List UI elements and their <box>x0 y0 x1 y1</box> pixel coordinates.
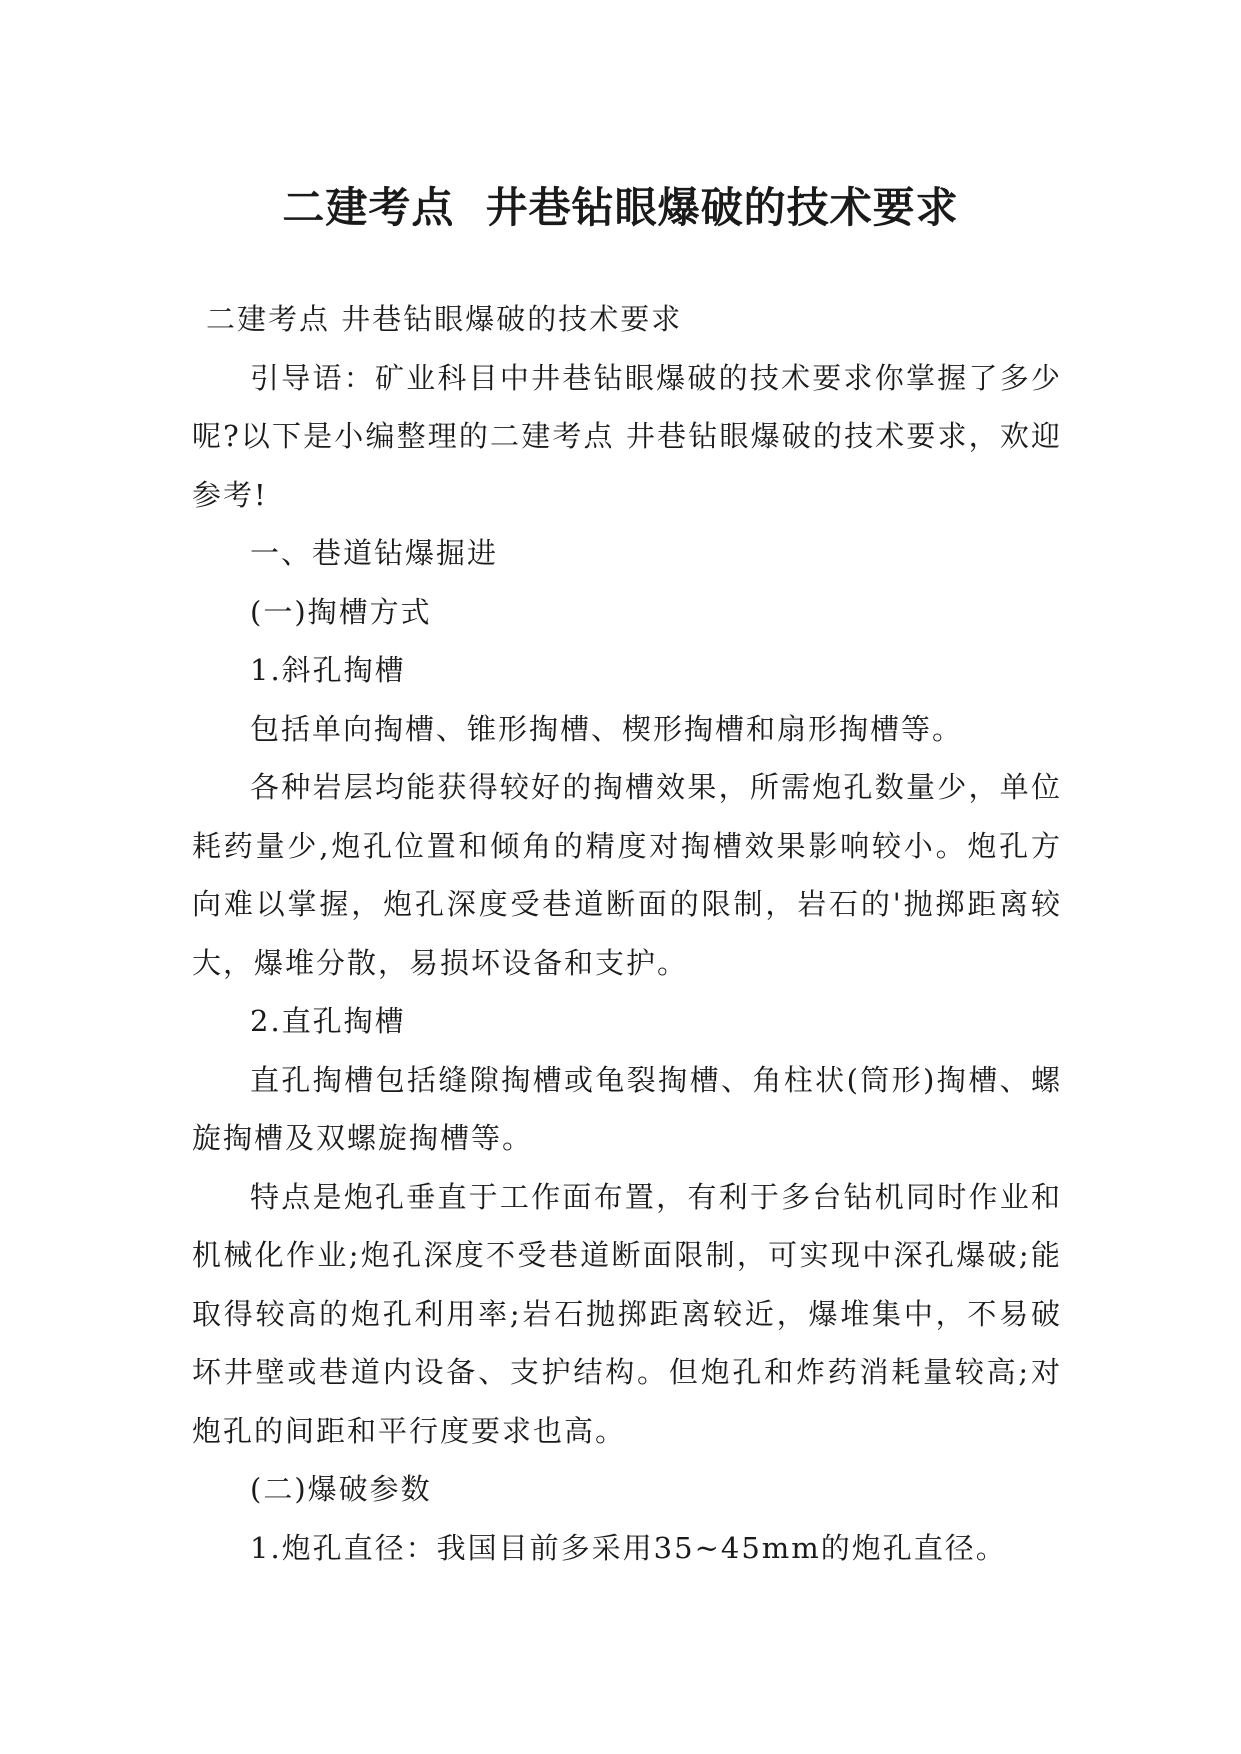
body-paragraph: 特点是炮孔垂直于工作面布置，有利于多台钻机同时作业和机械化作业;炮孔深度不受巷道断面限制，可实现中深孔爆破;能取得较高的炮孔利用率;岩石抛掷距离较近，爆堆集中，不易破坏井壁或巷道内设备、支护结构。但炮孔和炸药消耗量较高;对炮孔的间距和平行度要求也高。 <box>192 1179 1062 1448</box>
document-title: 二建考点 井巷钻眼爆破的技术要求 <box>282 183 959 233</box>
body-paragraph: 各种岩层均能获得较好的掏槽效果，所需炮孔数量少，单位耗药量少,炮孔位置和倾角的精度对掏槽效果影响较小。炮孔方向难以掌握，炮孔深度受巷道断面的限制，岩石的'抛掷距离较大，爆堆分散，易损坏设备和支护。 <box>192 770 1062 980</box>
item-heading: 1.斜孔掏槽 <box>250 653 406 687</box>
body-paragraph: 包括单向掏槽、锥形掏槽、楔形掏槽和扇形掏槽等。 <box>250 711 964 746</box>
document-body <box>192 290 1062 1577</box>
intro-paragraph: 引导语：矿业科目中井巷钻眼爆破的技术要求你掌握了多少呢?以下是小编整理的二建考点 井巷钻眼爆破的技术要求，欢迎参考! <box>192 360 1062 512</box>
document-subtitle: 二建考点 井巷钻眼爆破的技术要求 <box>206 302 683 336</box>
subsection-heading: (一)掏槽方式 <box>250 594 432 629</box>
body-paragraph: 1.炮孔直径：我国目前多采用35~45mm的炮孔直径。 <box>250 1530 1007 1565</box>
item-heading: 2.直孔掏槽 <box>250 1004 406 1038</box>
section-heading: 一、巷道钻爆掘进 <box>250 536 499 570</box>
body-paragraph: 直孔掏槽包括缝隙掏槽或龟裂掏槽、角柱状(筒形)掏槽、螺旋掏槽及双螺旋掏槽等。 <box>192 1062 1062 1155</box>
subsection-heading: (二)爆破参数 <box>250 1472 432 1506</box>
